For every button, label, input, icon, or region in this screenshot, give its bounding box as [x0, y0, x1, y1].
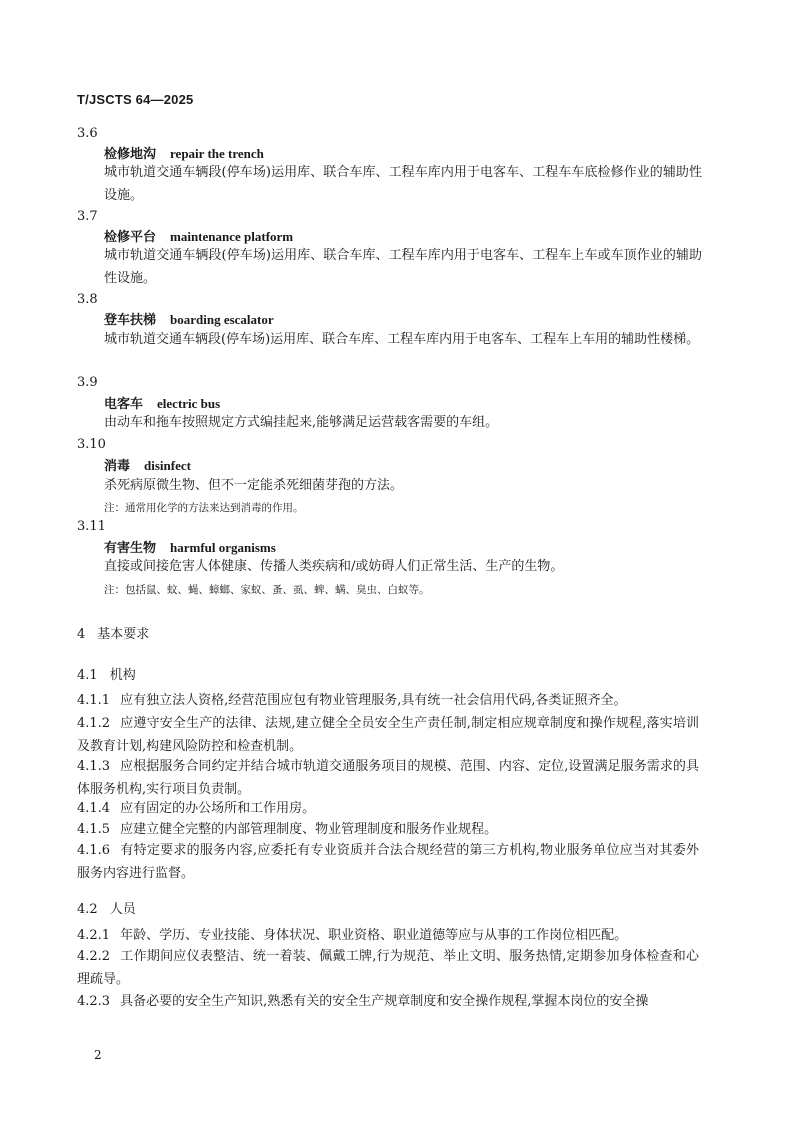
term-en: boarding escalator: [170, 312, 274, 327]
term-note: 注：包括鼠、蚊、蝇、蟑螂、家蚁、蚤、虱、蜱、螨、臭虫、白蚁等。: [104, 584, 430, 596]
clause-number: 4.2.2: [77, 949, 111, 964]
clause-text: 应根据服务合同约定并结合城市轨道交通服务项目的规模、范围、内容、定位,设置满足服务需求的具体服务机构,实行项目负责制。: [77, 759, 699, 797]
term-definition: 直接或间接危害人体健康、传播人类疾病和/或妨碍人们正常生活、生产的生物。: [104, 559, 564, 574]
term-title: [104, 458, 191, 475]
term-zh: 登车扶梯: [104, 313, 157, 328]
term-en: harmful organisms: [170, 540, 276, 555]
clause: [77, 924, 699, 947]
section-heading: [77, 623, 149, 642]
section-number: 4.2: [77, 902, 98, 917]
clause-number: 4.1.2: [77, 716, 111, 731]
term-title: [104, 312, 274, 329]
subsection-heading: [77, 898, 136, 917]
clause: [77, 818, 699, 841]
clause-text: 具备必要的安全生产知识,熟悉有关的安全生产规章制度和安全操作规程,掌握本岗位的安全操: [120, 994, 649, 1009]
term-zh: 检修平台: [104, 230, 157, 245]
clause: [77, 755, 699, 801]
term-number: 3.8: [77, 292, 98, 307]
term-en: repair the trench: [170, 146, 264, 161]
term-definition: 城市轨道交通车辆段(停车场)运用库、联合车库、工程车库内用于电客车、工程车车底检修作业的辅助性设施。: [104, 165, 702, 203]
term-zh: 消毒: [104, 459, 131, 474]
term-number: 3.9: [77, 375, 98, 390]
clause: [77, 839, 699, 885]
clause: [77, 689, 699, 712]
section-title: 机构: [109, 668, 136, 683]
term-zh: 电客车: [104, 397, 144, 412]
clause-number: 4.2.3: [77, 994, 111, 1009]
term-definition: 城市轨道交通车辆段(停车场)运用库、联合车库、工程车库内用于电客车、工程车上车或车顶作业的辅助性设施。: [104, 248, 702, 286]
term-en: maintenance platform: [170, 229, 294, 244]
clause-number: 4.1.6: [77, 843, 111, 858]
clause-text: 应有独立法人资格,经营范围应包有物业管理服务,具有统一社会信用代码,各类证照齐全。: [120, 693, 627, 708]
clause: [77, 797, 699, 820]
clause-number: 4.2.1: [77, 928, 111, 943]
clause-text: 应有固定的办公场所和工作用房。: [120, 801, 316, 816]
clause-number: 4.1.3: [77, 759, 111, 774]
clause: [77, 990, 699, 1013]
clause-text: 应建立健全完整的内部管理制度、物业管理制度和服务作业规程。: [120, 822, 498, 837]
clause-text: 有特定要求的服务内容,应委托有专业资质并合法合规经营的第三方机构,物业服务单位应当对其委外服务内容进行监督。: [77, 843, 699, 881]
clause: [77, 712, 699, 758]
term-zh: 检修地沟: [104, 147, 157, 162]
term-en: electric bus: [157, 396, 221, 411]
clause: [77, 945, 699, 991]
clause-text: 工作期间应仪表整洁、统一着装、佩戴工牌,行为规范、举止文明、服务热情,定期参加身体检查和心理疏导。: [77, 949, 699, 987]
clause-text: 应遵守安全生产的法律、法规,建立健全全员安全生产责任制,制定相应规章制度和操作规程,落实培训及教育计划,构建风险防控和检查机制。: [77, 716, 699, 754]
term-number: 3.10: [77, 437, 106, 452]
term-number: 3.6: [77, 126, 98, 141]
section-number: 4: [77, 627, 86, 642]
term-number: 3.7: [77, 209, 98, 224]
term-note: 注：通常用化学的方法来达到消毒的作用。: [104, 502, 304, 514]
term-en: disinfect: [144, 458, 191, 473]
section-title: 基本要求: [97, 627, 150, 642]
subsection-heading: [77, 664, 136, 683]
clause-number: 4.1.1: [77, 693, 111, 708]
page-number: 2: [94, 1048, 102, 1062]
term-definition: 杀死病原微生物、但不一定能杀死细菌芽孢的方法。: [104, 478, 404, 493]
term-number: 3.11: [77, 519, 106, 534]
term-definition: 由动车和拖车按照规定方式编挂起来,能够满足运营载客需要的车组。: [104, 415, 499, 430]
term-definition: 城市轨道交通车辆段(停车场)运用库、联合车库、工程车库内用于电客车、工程车上车用的辅助性楼梯。: [104, 332, 700, 347]
section-title: 人员: [109, 902, 136, 917]
term-zh: 有害生物: [104, 541, 157, 556]
clause-number: 4.1.5: [77, 822, 111, 837]
section-number: 4.1: [77, 668, 98, 683]
clause-number: 4.1.4: [77, 801, 111, 816]
standard-code: T/JSCTS 64—2025: [77, 92, 194, 107]
clause-text: 年龄、学历、专业技能、身体状况、职业资格、职业道德等应与从事的工作岗位相匹配。: [120, 928, 628, 943]
